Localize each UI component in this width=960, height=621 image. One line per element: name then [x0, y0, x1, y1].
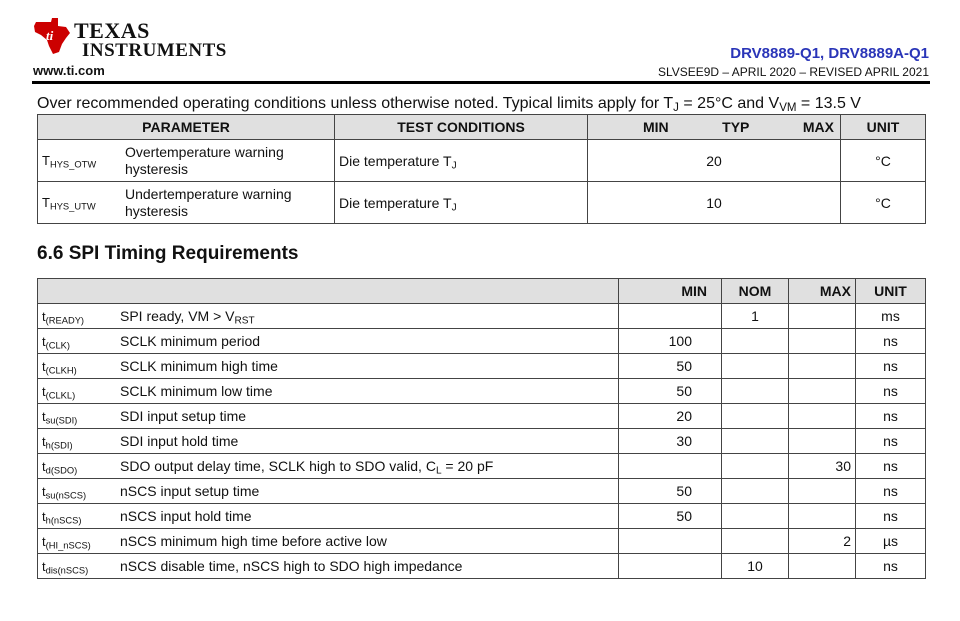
max-value — [789, 554, 856, 579]
nom-value: 1 — [722, 304, 789, 329]
timing-symbol: $t_{d(SDO)}$ — [38, 454, 119, 479]
max-value — [789, 379, 856, 404]
timing-symbol: $t_{su(nSCS)}$ — [38, 479, 119, 504]
parameter-description: Overtemperature warning hysteresis — [122, 140, 335, 182]
max-value — [789, 404, 856, 429]
min-value: 30 — [619, 429, 722, 454]
unit-cell: ns — [856, 504, 926, 529]
table-header-row — [38, 279, 926, 304]
test-condition: Die temperature $T_J$ — [335, 182, 588, 224]
nom-value — [722, 479, 789, 504]
unit-cell: ns — [856, 329, 926, 354]
unit-cell: ns — [856, 429, 926, 454]
header-test-conditions: TEST CONDITIONS — [335, 115, 588, 140]
unit-cell: ms — [856, 304, 926, 329]
header-nom: NOM — [722, 279, 789, 304]
min-value: 100 — [619, 329, 722, 354]
max-value — [789, 329, 856, 354]
max-value — [789, 304, 856, 329]
max-value — [789, 504, 856, 529]
unit-cell: ns — [856, 554, 926, 579]
unit-cell: °C — [841, 140, 926, 182]
parameter-symbol: $T_{HYS\_OTW}$ — [38, 140, 123, 182]
document-title: DRV8889-Q1, DRV8889A-Q1 — [730, 45, 929, 62]
timing-description: SCLK minimum high time — [118, 354, 619, 379]
unit-cell: ns — [856, 479, 926, 504]
min-value — [619, 529, 722, 554]
brand-name-line2: INSTRUMENTS — [82, 40, 227, 61]
typ-value: 10 — [588, 182, 841, 224]
timing-symbol: $t_{(CLKL)}$ — [38, 379, 119, 404]
ti-logo-icon — [32, 16, 74, 56]
timing-symbol: $t_{(READY)}$ — [38, 304, 119, 329]
document-revision: SLVSEE9D – APRIL 2020 – REVISED APRIL 2021 — [657, 65, 929, 79]
timing-description: nSCS input setup time — [118, 479, 619, 504]
table-row — [38, 354, 926, 379]
timing-symbol: $t_{dis(nSCS)}$ — [38, 554, 119, 579]
unit-cell: µs — [856, 529, 926, 554]
unit-cell: ns — [856, 354, 926, 379]
nom-value — [722, 504, 789, 529]
timing-description: nSCS minimum high time before active low — [118, 529, 619, 554]
table-row — [38, 429, 926, 454]
min-value: 50 — [619, 379, 722, 404]
timing-symbol: $t_{(CLK)}$ — [38, 329, 119, 354]
timing-description: SDI input hold time — [118, 429, 619, 454]
max-value — [789, 429, 856, 454]
brand-name-line1: TEXAS — [74, 18, 150, 43]
header-unit: UNIT — [841, 115, 926, 140]
min-value: 50 — [619, 479, 722, 504]
min-value — [619, 454, 722, 479]
timing-description: SCLK minimum low time — [118, 379, 619, 404]
nom-value — [722, 379, 789, 404]
min-value: 50 — [619, 504, 722, 529]
unit-cell: ns — [856, 454, 926, 479]
min-value — [619, 554, 722, 579]
table-row — [38, 479, 926, 504]
nom-value — [722, 429, 789, 454]
table-row — [38, 182, 926, 224]
timing-description: nSCS disable time, nSCS high to SDO high impedance — [118, 554, 619, 579]
table-row — [38, 504, 926, 529]
unit-cell: ns — [856, 404, 926, 429]
min-value: 50 — [619, 354, 722, 379]
unit-cell: ns — [856, 379, 926, 404]
nom-value — [722, 354, 789, 379]
header-rule — [32, 81, 930, 84]
header-parameter: PARAMETER — [38, 115, 335, 140]
nom-value: 10 — [722, 554, 789, 579]
table-row — [38, 454, 926, 479]
timing-description: SDI input setup time — [118, 404, 619, 429]
timing-symbol: $t_{(CLKH)}$ — [38, 354, 119, 379]
test-condition: Die temperature $T_J$ — [335, 140, 588, 182]
timing-symbol: $t_{(HI\_nSCS)}$ — [38, 529, 119, 554]
timing-symbol: $t_{h(SDI)}$ — [38, 429, 119, 454]
min-value — [619, 304, 722, 329]
table-row — [38, 554, 926, 579]
table-row — [38, 379, 926, 404]
header-blank — [38, 279, 619, 304]
table-header-row — [38, 115, 926, 140]
timing-description: SCLK minimum period — [118, 329, 619, 354]
nom-value — [722, 329, 789, 354]
header-min-typ-max: MIN TYP MAX — [588, 115, 841, 140]
min-value: 20 — [619, 404, 722, 429]
table-row — [38, 404, 926, 429]
parameter-symbol: $T_{HYS\_UTW}$ — [38, 182, 123, 224]
timing-symbol: $t_{su(SDI)}$ — [38, 404, 119, 429]
max-value — [789, 354, 856, 379]
nom-value — [722, 529, 789, 554]
table-row — [38, 140, 926, 182]
svg-text:ti: ti — [46, 28, 54, 43]
timing-description: SDO output delay time, SCLK high to SDO valid, $C_L = 20$ pF — [118, 454, 619, 479]
page-header — [0, 0, 960, 84]
electrical-characteristics-table — [37, 114, 926, 224]
header-max: MAX — [789, 279, 856, 304]
header-min: MIN — [619, 279, 722, 304]
nom-value — [722, 404, 789, 429]
timing-symbol: $t_{h(nSCS)}$ — [38, 504, 119, 529]
max-value: 2 — [789, 529, 856, 554]
nom-value — [722, 454, 789, 479]
timing-description: SPI ready, VM > $V_{RST}$ — [118, 304, 619, 329]
table-row — [38, 304, 926, 329]
table-row — [38, 329, 926, 354]
typ-value: 20 — [588, 140, 841, 182]
section-title: 6.6 SPI Timing Requirements — [37, 243, 299, 264]
spi-timing-table — [37, 278, 926, 579]
table-row — [38, 529, 926, 554]
header-unit: UNIT — [856, 279, 926, 304]
max-value — [789, 479, 856, 504]
max-value: 30 — [789, 454, 856, 479]
conditions-note: Over recommended operating conditions unless otherwise noted. Typical limits apply for $T_J = 25^\circ C$ and $V_{VM} = 13.5$ V — [37, 95, 861, 114]
parameter-description: Undertemperature warning hysteresis — [122, 182, 335, 224]
unit-cell: °C — [841, 182, 926, 224]
website-link[interactable]: www.ti.com — [33, 63, 105, 78]
timing-description: nSCS input hold time — [118, 504, 619, 529]
